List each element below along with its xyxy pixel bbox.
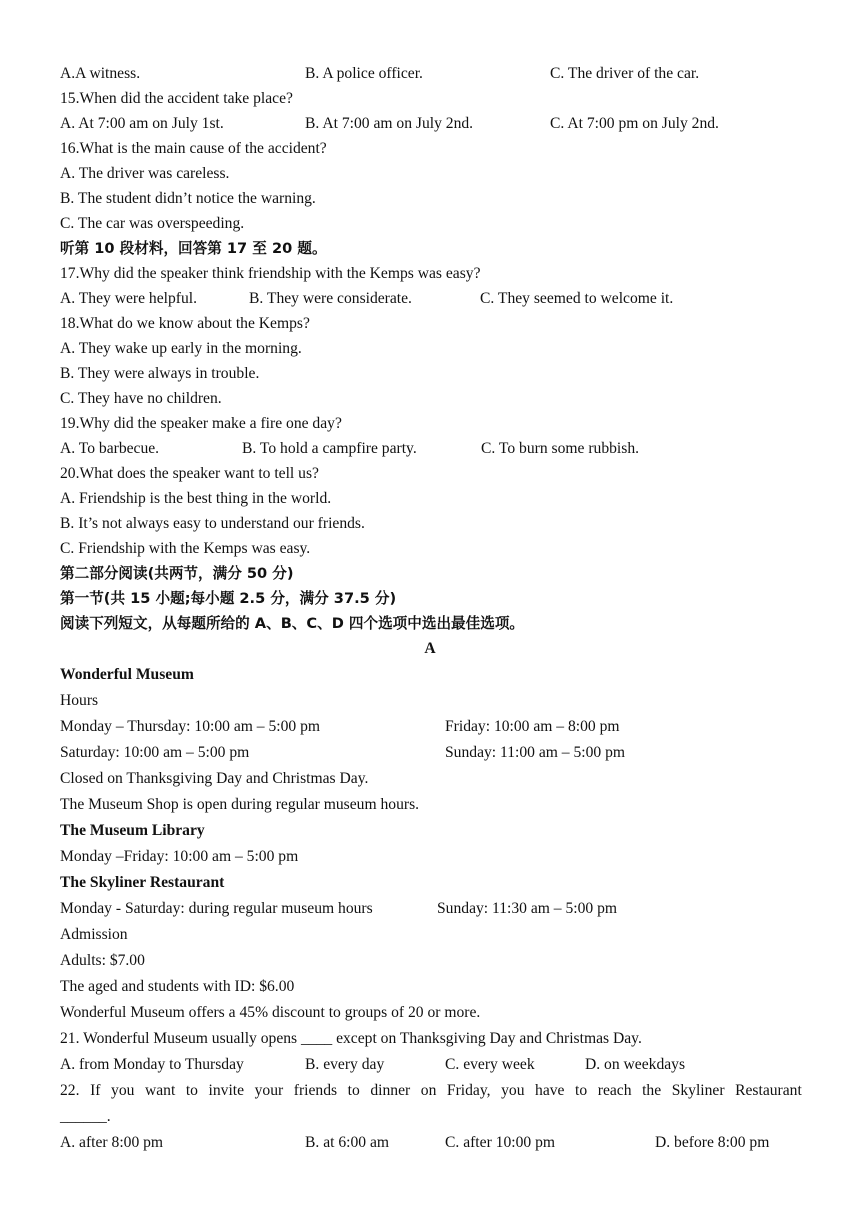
closed-note: Closed on Thanksgiving Day and Christmas Day. xyxy=(60,770,369,787)
q22-word: Restaurant xyxy=(735,1082,802,1099)
q19-option-a: A. To barbecue. xyxy=(60,440,160,457)
q22-word: invite xyxy=(208,1082,245,1099)
q18-option-a: A. They wake up early in the morning. xyxy=(60,340,302,357)
q22-word: want xyxy=(144,1082,176,1099)
q22-word: to xyxy=(347,1082,360,1099)
restaurant-hours-sun: Sunday: 11:30 am – 5:00 pm xyxy=(437,900,618,917)
restaurant-hours-mon-sat: Monday - Saturday: during regular museum hours xyxy=(60,900,373,917)
q22-word: your xyxy=(254,1082,284,1099)
q19-option-b: B. To hold a campfire party. xyxy=(242,440,417,457)
q16-stem: 16.What is the main cause of the accident? xyxy=(60,140,327,157)
q21-option-c: C. every week xyxy=(445,1056,535,1073)
q22-option-b: B. at 6:00 am xyxy=(305,1134,390,1151)
part-two-heading: 第二部分阅读(共两节，满分 50 分) xyxy=(60,565,294,582)
q22-stem xyxy=(60,1081,802,1101)
library-hours: Monday –Friday: 10:00 am – 5:00 pm xyxy=(60,848,299,865)
q15-option-a: A. At 7:00 am on July 1st. xyxy=(60,115,224,132)
restaurant-title: The Skyliner Restaurant xyxy=(60,874,225,891)
q22-word: to xyxy=(185,1082,198,1099)
q20-option-c: C. Friendship with the Kemps was easy. xyxy=(60,540,311,557)
hours-label: Hours xyxy=(60,692,99,709)
q18-option-c: C. They have no children. xyxy=(60,390,222,407)
hours-fri: Friday: 10:00 am – 8:00 pm xyxy=(445,718,620,735)
reading-instruction: 阅读下列短文，从每题所给的 A、B、C、D 四个选项中选出最佳选项。 xyxy=(60,615,525,632)
passage-letter: A xyxy=(424,640,436,657)
q21-option-a: A. from Monday to Thursday xyxy=(60,1056,244,1073)
section-one-heading: 第一节(共 15 小题;每小题 2.5 分，满分 37.5 分) xyxy=(60,590,397,607)
q21-stem: 21. Wonderful Museum usually opens ____ except on Thanksgiving Day and Christmas Day. xyxy=(60,1030,642,1047)
admission-aged-students: The aged and students with ID: $6.00 xyxy=(60,978,295,995)
q22-word: on xyxy=(420,1082,437,1099)
q22-word: If xyxy=(90,1082,101,1099)
museum-title: Wonderful Museum xyxy=(60,666,194,683)
q16-option-c: C. The car was overspeeding. xyxy=(60,215,245,232)
q19-stem: 19.Why did the speaker make a fire one day? xyxy=(60,415,342,432)
q14-option-a: A.A witness. xyxy=(60,65,141,82)
q22-word: have xyxy=(535,1082,565,1099)
hours-sun: Sunday: 11:00 am – 5:00 pm xyxy=(445,744,626,761)
shop-note: The Museum Shop is open during regular museum hours. xyxy=(60,796,420,813)
q15-option-c: C. At 7:00 pm on July 2nd. xyxy=(550,115,719,132)
q22-stem-tail: ______. xyxy=(60,1108,111,1125)
q18-option-b: B. They were always in trouble. xyxy=(60,365,260,382)
q17-stem: 17.Why did the speaker think friendship with the Kemps was easy? xyxy=(60,265,481,282)
q19-option-c: C. To burn some rubbish. xyxy=(481,440,640,457)
admission-adults: Adults: $7.00 xyxy=(60,952,145,969)
q22-word: the xyxy=(642,1082,662,1099)
q22-option-d: D. before 8:00 pm xyxy=(655,1134,770,1151)
q22-word: 22. xyxy=(60,1082,80,1099)
q20-stem: 20.What does the speaker want to tell us? xyxy=(60,465,319,482)
q22-option-c: C. after 10:00 pm xyxy=(445,1134,556,1151)
admission-label: Admission xyxy=(60,926,128,943)
q16-option-a: A. The driver was careless. xyxy=(60,165,230,182)
q22-word: Friday, xyxy=(446,1082,491,1099)
q15-option-b: B. At 7:00 am on July 2nd. xyxy=(305,115,474,132)
q22-word: you xyxy=(501,1082,525,1099)
q17-option-b: B. They were considerate. xyxy=(249,290,412,307)
q22-option-a: A. after 8:00 pm xyxy=(60,1134,164,1151)
q22-word: dinner xyxy=(370,1082,411,1099)
q14-option-b: B. A police officer. xyxy=(305,65,423,82)
library-title: The Museum Library xyxy=(60,822,205,839)
q22-word: friends xyxy=(293,1082,338,1099)
q20-option-b: B. It’s not always easy to understand our friends. xyxy=(60,515,365,532)
q22-word: you xyxy=(111,1082,135,1099)
q20-option-a: A. Friendship is the best thing in the world. xyxy=(60,490,332,507)
hours-mon-thu: Monday – Thursday: 10:00 am – 5:00 pm xyxy=(60,718,321,735)
q15-stem: 15.When did the accident take place? xyxy=(60,90,293,107)
q21-option-d: D. on weekdays xyxy=(585,1056,686,1073)
q14-option-c: C. The driver of the car. xyxy=(550,65,700,82)
q22-word: reach xyxy=(597,1082,632,1099)
q18-stem: 18.What do we know about the Kemps? xyxy=(60,315,310,332)
q17-option-c: C. They seemed to welcome it. xyxy=(480,290,674,307)
q16-option-b: B. The student didn’t notice the warning. xyxy=(60,190,316,207)
discount-note: Wonderful Museum offers a 45% discount to groups of 20 or more. xyxy=(60,1004,481,1021)
hours-sat: Saturday: 10:00 am – 5:00 pm xyxy=(60,744,250,761)
q22-word: Skyliner xyxy=(671,1082,725,1099)
section10-instruction: 听第 10 段材料，回答第 17 至 20 题。 xyxy=(60,240,327,257)
q21-option-b: B. every day xyxy=(305,1056,385,1073)
q22-word: to xyxy=(575,1082,588,1099)
q17-option-a: A. They were helpful. xyxy=(60,290,197,307)
